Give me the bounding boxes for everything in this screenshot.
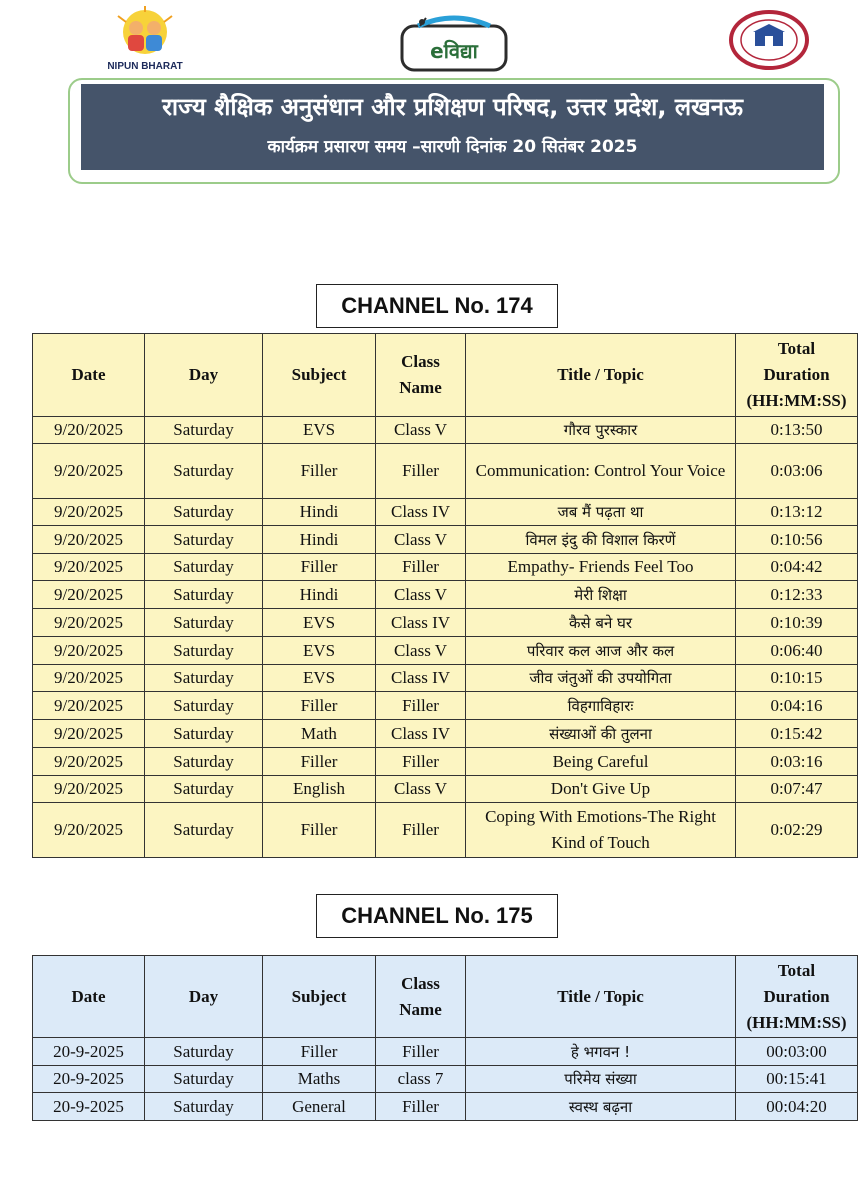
header-class-name: Class Name <box>376 334 466 417</box>
channel-174-table <box>32 333 858 858</box>
cell-subject: Hindi <box>263 526 376 554</box>
cell-date: 9/20/2025 <box>33 720 145 748</box>
cell-subject: Filler <box>263 1038 376 1066</box>
cell-duration: 0:02:29 <box>736 803 858 858</box>
cell-subject: EVS <box>263 609 376 637</box>
cell-day: Saturday <box>145 665 263 692</box>
page-title: राज्य शैक्षिक अनुसंधान और प्रशिक्षण परिषद, उत्तर प्रदेश, लखनऊ <box>162 93 743 121</box>
cell-class: Filler <box>376 1093 466 1121</box>
cell-class: class 7 <box>376 1066 466 1093</box>
header-subject: Subject <box>263 956 376 1038</box>
cell-day: Saturday <box>145 609 263 637</box>
cell-title: Coping With Emotions-The Right Kind of Touch <box>466 803 736 858</box>
cell-duration: 0:03:16 <box>736 748 858 776</box>
cell-date: 9/20/2025 <box>33 803 145 858</box>
cell-day: Saturday <box>145 499 263 526</box>
cell-class: Class V <box>376 417 466 444</box>
cell-class: Filler <box>376 1038 466 1066</box>
cell-date: 9/20/2025 <box>33 499 145 526</box>
cell-day: Saturday <box>145 1038 263 1066</box>
cell-date: 9/20/2025 <box>33 637 145 665</box>
cell-class: Filler <box>376 803 466 858</box>
cell-subject: Filler <box>263 692 376 720</box>
table-header-row <box>33 956 858 1038</box>
cell-day: Saturday <box>145 417 263 444</box>
table-row <box>33 581 858 609</box>
table-row <box>33 1038 858 1066</box>
table-row <box>33 609 858 637</box>
cell-class: Class V <box>376 637 466 665</box>
cell-subject: Filler <box>263 554 376 581</box>
header-duration: Total Duration (HH:MM:SS) <box>736 334 858 417</box>
cell-date: 20-9-2025 <box>33 1093 145 1121</box>
header-day: Day <box>145 956 263 1038</box>
cell-class: Class IV <box>376 499 466 526</box>
cell-subject: Filler <box>263 803 376 858</box>
table-row <box>33 637 858 665</box>
cell-class: Class V <box>376 581 466 609</box>
channel-175-table <box>32 955 858 1121</box>
header-date: Date <box>33 334 145 417</box>
cell-subject: EVS <box>263 665 376 692</box>
cell-date: 9/20/2025 <box>33 417 145 444</box>
cell-duration: 0:03:06 <box>736 444 858 499</box>
cell-subject: EVS <box>263 417 376 444</box>
cell-title: गौरव पुरस्कार <box>466 417 736 444</box>
header-duration: Total Duration (HH:MM:SS) <box>736 956 858 1038</box>
cell-day: Saturday <box>145 1093 263 1121</box>
cell-subject: Filler <box>263 444 376 499</box>
nipun-logo-text: NIPUN BHARAT <box>107 61 183 72</box>
cell-subject: General <box>263 1093 376 1121</box>
cell-subject: EVS <box>263 637 376 665</box>
cell-title: परिमेय संख्या <box>466 1066 736 1093</box>
channel-175-label: CHANNEL No. 175 <box>316 894 558 938</box>
header-day: Day <box>145 334 263 417</box>
ediksha-logo-text: eविद्या <box>430 39 478 63</box>
cell-date: 9/20/2025 <box>33 581 145 609</box>
ediksha-logo <box>398 14 510 74</box>
table-row <box>33 444 858 499</box>
cell-title: विमल इंदु की विशाल किरणें <box>466 526 736 554</box>
cell-subject: Hindi <box>263 499 376 526</box>
cell-duration: 00:04:20 <box>736 1093 858 1121</box>
table-row <box>33 1093 858 1121</box>
cell-class: Filler <box>376 692 466 720</box>
cell-title: संख्याओं की तुलना <box>466 720 736 748</box>
cell-duration: 0:07:47 <box>736 776 858 803</box>
cell-subject: Hindi <box>263 581 376 609</box>
cell-day: Saturday <box>145 526 263 554</box>
cell-date: 9/20/2025 <box>33 526 145 554</box>
cell-class: Class IV <box>376 609 466 637</box>
table-row <box>33 1066 858 1093</box>
cell-class: Filler <box>376 748 466 776</box>
cell-day: Saturday <box>145 637 263 665</box>
cell-duration: 0:12:33 <box>736 581 858 609</box>
channel-174-label: CHANNEL No. 174 <box>316 284 558 328</box>
table-row <box>33 748 858 776</box>
cell-day: Saturday <box>145 720 263 748</box>
cell-subject: Filler <box>263 748 376 776</box>
cell-class: Class V <box>376 776 466 803</box>
cell-date: 9/20/2025 <box>33 665 145 692</box>
cell-date: 9/20/2025 <box>33 776 145 803</box>
cell-date: 20-9-2025 <box>33 1038 145 1066</box>
header-date: Date <box>33 956 145 1038</box>
cell-title: विहगाविहारः <box>466 692 736 720</box>
page-subtitle: कार्यक्रम प्रसारण समय –सारणी दिनांक 20 सितंबर 2025 <box>267 137 638 157</box>
nipun-bharat-logo <box>106 6 184 76</box>
cell-day: Saturday <box>145 748 263 776</box>
cell-day: Saturday <box>145 581 263 609</box>
cell-class: Class IV <box>376 720 466 748</box>
table-row <box>33 776 858 803</box>
cell-duration: 0:04:42 <box>736 554 858 581</box>
cell-subject: Math <box>263 720 376 748</box>
cell-duration: 00:15:41 <box>736 1066 858 1093</box>
cell-duration: 00:03:00 <box>736 1038 858 1066</box>
table-header-row <box>33 334 858 417</box>
cell-date: 9/20/2025 <box>33 609 145 637</box>
cell-title: मेरी शिक्षा <box>466 581 736 609</box>
table-row <box>33 554 858 581</box>
table-row <box>33 499 858 526</box>
table-row <box>33 665 858 692</box>
cell-title: Don't Give Up <box>466 776 736 803</box>
cell-day: Saturday <box>145 1066 263 1093</box>
cell-title: कैसे बने घर <box>466 609 736 637</box>
cell-date: 9/20/2025 <box>33 554 145 581</box>
table-row <box>33 720 858 748</box>
cell-duration: 0:13:50 <box>736 417 858 444</box>
table-row <box>33 526 858 554</box>
cell-subject: English <box>263 776 376 803</box>
cell-duration: 0:06:40 <box>736 637 858 665</box>
cell-title: जब मैं पढ़ता था <box>466 499 736 526</box>
cell-title: हे भगवन ! <box>466 1038 736 1066</box>
cell-day: Saturday <box>145 692 263 720</box>
cell-date: 20-9-2025 <box>33 1066 145 1093</box>
cell-class: Filler <box>376 444 466 499</box>
header-title-topic: Title / Topic <box>466 334 736 417</box>
header-class-name: Class Name <box>376 956 466 1038</box>
scert-seal-logo <box>727 10 811 70</box>
table-row <box>33 692 858 720</box>
cell-class: Class V <box>376 526 466 554</box>
cell-duration: 0:10:56 <box>736 526 858 554</box>
cell-day: Saturday <box>145 554 263 581</box>
cell-duration: 0:13:12 <box>736 499 858 526</box>
cell-day: Saturday <box>145 776 263 803</box>
cell-title: Communication: Control Your Voice <box>466 444 736 499</box>
cell-duration: 0:10:39 <box>736 609 858 637</box>
cell-duration: 0:15:42 <box>736 720 858 748</box>
cell-date: 9/20/2025 <box>33 444 145 499</box>
cell-class: Filler <box>376 554 466 581</box>
table-row <box>33 803 858 858</box>
cell-date: 9/20/2025 <box>33 692 145 720</box>
cell-duration: 0:10:15 <box>736 665 858 692</box>
cell-day: Saturday <box>145 803 263 858</box>
cell-title: Being Careful <box>466 748 736 776</box>
cell-title: जीव जंतुओं की उपयोगिता <box>466 665 736 692</box>
cell-duration: 0:04:16 <box>736 692 858 720</box>
table-row <box>33 417 858 444</box>
cell-title: Empathy- Friends Feel Too <box>466 554 736 581</box>
header-title-topic: Title / Topic <box>466 956 736 1038</box>
cell-title: परिवार कल आज और कल <box>466 637 736 665</box>
cell-class: Class IV <box>376 665 466 692</box>
cell-title: स्वस्थ बढ़ना <box>466 1093 736 1121</box>
header-subject: Subject <box>263 334 376 417</box>
cell-day: Saturday <box>145 444 263 499</box>
cell-subject: Maths <box>263 1066 376 1093</box>
cell-date: 9/20/2025 <box>33 748 145 776</box>
header-banner <box>81 84 824 170</box>
